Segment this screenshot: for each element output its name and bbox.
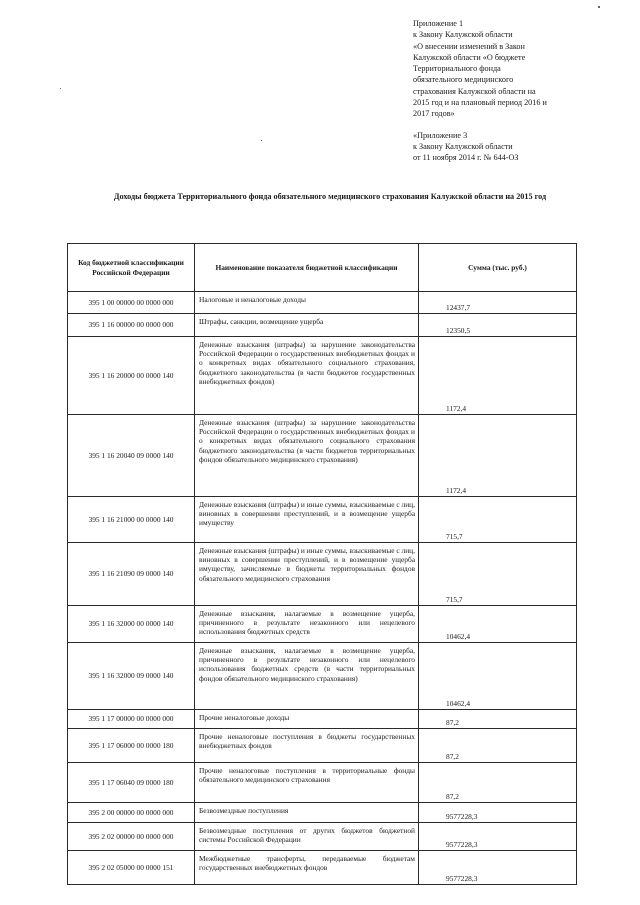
row-sum: 1172,4 (419, 337, 577, 415)
row-code: 395 1 16 20040 09 0000 140 (68, 415, 195, 497)
table-row (68, 314, 577, 337)
revenue-table (67, 243, 577, 885)
table-row (68, 292, 577, 314)
row-name: Межбюджетные трансферты, передаваемые бюджетам государственных внебюджетных фондов (195, 851, 419, 885)
row-code: 395 1 17 06040 09 0000 180 (68, 763, 195, 803)
row-sum: 9577228,3 (419, 851, 577, 885)
reference-line: «Приложение 3 (413, 130, 468, 140)
row-code: 395 1 16 21000 00 0000 140 (68, 497, 195, 543)
row-name: Прочие неналоговые поступления в бюджеты государственных внебюджетных фондов (195, 729, 419, 763)
row-sum: 87,2 (419, 763, 577, 803)
row-sum: 12437,7 (419, 292, 577, 314)
row-sum: 1172,4 (419, 415, 577, 497)
table-row (68, 497, 577, 543)
table-row (68, 851, 577, 885)
scan-speck (261, 140, 262, 141)
row-name: Безвозмездные поступления (195, 803, 419, 823)
document-header (413, 18, 618, 164)
row-name: Прочие неналоговые доходы (195, 710, 419, 729)
document-title: Доходы бюджета Территориального фонда обязательного медицинского страхования Калужской области на 2015 год (113, 192, 547, 201)
table-row (68, 415, 577, 497)
row-sum: 87,2 (419, 729, 577, 763)
row-code: 395 2 02 05000 00 0000 151 (68, 851, 195, 885)
row-code: 395 1 17 00000 00 0000 000 (68, 710, 195, 729)
row-sum: 9577228,3 (419, 823, 577, 851)
table-row (68, 337, 577, 415)
law-line: Калужской области «О бюджете (413, 52, 526, 62)
law-line: обязательного медицинского (413, 75, 514, 85)
column-header-code: Код бюджетной классификации Российской Федерации (68, 244, 195, 292)
table-header-row (68, 244, 577, 292)
row-name: Денежные взыскания (штрафы) и иные суммы, взыскиваемые с лиц, виновных в совершении преступлений, и в возмещение ущерба имуществу (195, 497, 419, 543)
table-row (68, 543, 577, 606)
row-sum: 9577228,3 (419, 803, 577, 823)
law-line: к Закону Калужской области (413, 30, 513, 40)
law-line: «О внесении изменений в Закон (413, 41, 525, 51)
table-row (68, 823, 577, 851)
reference-line: от 11 ноября 2014 г. № 644-ОЗ (413, 153, 519, 163)
table-row (68, 763, 577, 803)
row-code: 395 1 16 20000 00 0000 140 (68, 337, 195, 415)
row-code: 395 1 16 00000 00 0000 000 (68, 314, 195, 337)
row-name: Налоговые и неналоговые доходы (195, 292, 419, 314)
scan-speck (60, 88, 61, 89)
law-line: Территориального фонда (413, 64, 501, 74)
row-code: 395 2 00 00000 00 0000 000 (68, 803, 195, 823)
row-name: Денежные взыскания (штрафы) за нарушение законодательства Российской Федерации о государственных внебюджетных фондах и о конкретных видах обязательного социального страхования бюджетного законодательства (в части бюджетов территориальных фондов обязательного медицинского страхования) (195, 415, 419, 497)
row-code: 395 1 16 32000 09 0000 140 (68, 643, 195, 710)
row-name: Безвозмездные поступления от других бюджетов бюджетной системы Российской Федерации (195, 823, 419, 851)
row-name: Денежные взыскания, налагаемые в возмещение ущерба, причиненного в результате незаконного или нецелевого использования бюджетных средств (195, 606, 419, 643)
row-code: 395 2 02 00000 00 0000 000 (68, 823, 195, 851)
table-row (68, 803, 577, 823)
row-sum: 715,7 (419, 543, 577, 606)
column-header-name: Наименование показателя бюджетной классификации (195, 244, 419, 292)
law-line: 2017 годов» (413, 109, 455, 119)
row-code: 395 1 17 06000 00 0000 180 (68, 729, 195, 763)
table-row (68, 729, 577, 763)
reference-line: к Закону Калужской области (413, 141, 513, 151)
law-line: 2015 год и на плановый период 2016 и (413, 98, 547, 108)
table-row (68, 643, 577, 710)
row-sum: 87,2 (419, 710, 577, 729)
row-sum: 715,7 (419, 497, 577, 543)
row-sum: 10462,4 (419, 606, 577, 643)
appendix-label: Приложение 1 (413, 19, 464, 28)
row-name: Прочие неналоговые поступления в территориальные фонды обязательного медицинского страхования (195, 763, 419, 803)
row-name: Денежные взыскания (штрафы) и иные суммы, взыскиваемые с лиц, виновных в совершении преступлений, и в возмещение ущерба имуществу, зачисляемые в бюджеты территориальных фондов обязательного медицинского страхования (195, 543, 419, 606)
row-sum: 10462,4 (419, 643, 577, 710)
table-row (68, 606, 577, 643)
column-header-sum: Сумма (тыс. руб.) (419, 244, 577, 292)
row-name: Штрафы, санкции, возмещение ущерба (195, 314, 419, 337)
row-code: 395 1 16 21090 09 0000 140 (68, 543, 195, 606)
row-sum: 12350,5 (419, 314, 577, 337)
law-line: страхования Калужской области на (413, 86, 536, 96)
row-name: Денежные взыскания (штрафы) за нарушение законодательства Российской Федерации о государственных внебюджетных фондах и о конкретных видах обязательного социального страхования, бюджетного законодательства (в части бюджетов государственных внебюджетных фондов) (195, 337, 419, 415)
table-row (68, 710, 577, 729)
scan-speck (598, 6, 600, 8)
row-code: 395 1 16 32000 00 0000 140 (68, 606, 195, 643)
row-name: Денежные взыскания, налагаемые в возмещение ущерба, причиненного в результате незаконного или нецелевого использования бюджетных средств (в части территориальных фондов обязательного медицинского страхования) (195, 643, 419, 710)
row-code: 395 1 00 00000 00 0000 000 (68, 292, 195, 314)
